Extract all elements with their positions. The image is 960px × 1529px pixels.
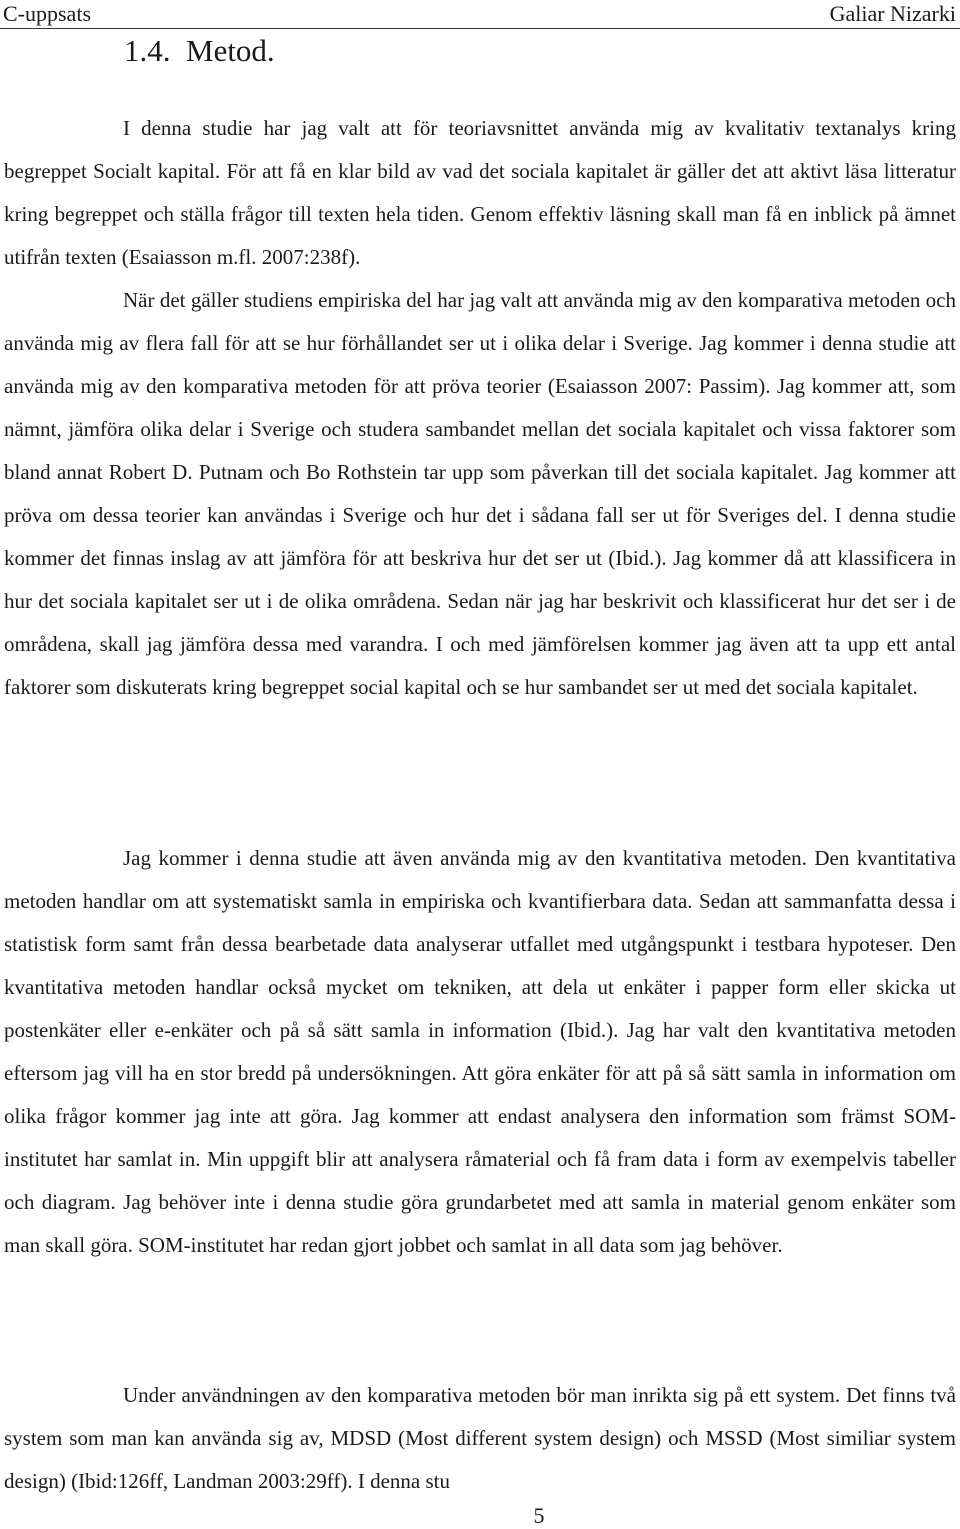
paragraph-2: När det gäller studiens empiriska del har jag valt att använda mig av den komparativa metoden och använda mig av flera fall för att se hur förhållandet ser ut i olika delar i Sverige. Jag kommer i denna studie att använda mig av den komparativa metoden för att pröva teorier (Esaiasson 2007: Passim). Jag kommer att, som nämnt, jämföra olika delar i Sverige och studera sambandet mellan det sociala kapitalet och vissa faktorer som bland annat Robert D. Putnam och Bo Rothstein tar upp som påverkan till det sociala kapitalet. Jag kommer att pröva om dessa teorier kan användas i Sverige och hur det i sådana fall ser ut för Sveriges del. I denna studie kommer det finnas inslag av att jämföra för att beskriva hur det ser ut (Ibid.). Jag kommer då att klassificera in hur det sociala kapitalet ser ut i de olika områdena. Sedan när jag har beskrivit och klassificerat hur det ser i de områdena, skall jag jämföra dessa med varandra. I och med jämförelsen kommer jag även att ta upp ett antal faktorer som diskuterats kring begreppet social kapital och se hur sambandet ser ut med det sociala kapitalet. xyxy=(4,288,956,699)
paragraph-3: Jag kommer i denna studie att även använda mig av den kvantitativa metoden. Den kvantitativa metoden handlar om att systematiskt samla in empiriska och kvantifierbara data. Sedan att sammanfatta dessa i statistisk form samt från dessa bearbetade data analyserar utfallet med utgångspunkt i testbara hypoteser. Den kvantitativa metoden handlar också mycket om tekniken, att dela ut enkäter i papper form eller skicka ut postenkäter eller e-enkäter och på så sätt samla in information (Ibid.). Jag har valt den kvantitativa metoden eftersom jag vill ha en stor bredd på undersökningen. Att göra enkäter för att på så sätt samla in information om olika frågor kommer jag inte att göra. Jag kommer att endast analysera den information som främst SOM-institutet har samlat in. Min uppgift blir att analysera råmaterial och få fram data i form av exempelvis tabeller och diagram. Jag behöver inte i denna studie göra grundarbetet med att samla in material genom enkäter som man skall göra. SOM-institutet har redan gjort jobbet och samlat in all data som jag behöver. xyxy=(4,846,956,1257)
header-divider xyxy=(0,28,960,29)
paragraph-4: Under användningen av den komparativa metoden bör man inrikta sig på ett system. Det finns två system som man kan använda sig av, MDSD (Most different system design) och MSSD (Most similiar system design) (Ibid:126ff, Landman 2003:29ff). I denna stu xyxy=(4,1383,956,1493)
body-text-block-1 xyxy=(4,107,956,709)
section-number: 1.4. xyxy=(124,33,171,68)
header-document-type: C-uppsats xyxy=(3,1,91,26)
body-text-block-2 xyxy=(4,837,956,1267)
page-number: 5 xyxy=(533,1503,545,1528)
page-header xyxy=(0,0,960,29)
header-author: Galiar Nizarki xyxy=(829,1,956,26)
paragraph-1: I denna studie har jag valt att för teoriavsnittet använda mig av kvalitativ textanalys kring begreppet Socialt kapital. För att få en klar bild av vad det sociala kapitalet är gäller det att aktivt läsa litteratur kring begreppet och ställa frågor till texten hela tiden. Genom effektiv läsning skall man få en inblick på ämnet utifrån texten (Esaiasson m.fl. 2007:238f). xyxy=(4,116,956,269)
section-title: Metod. xyxy=(186,33,275,68)
section-heading xyxy=(124,31,275,71)
body-text-block-3 xyxy=(4,1374,956,1503)
